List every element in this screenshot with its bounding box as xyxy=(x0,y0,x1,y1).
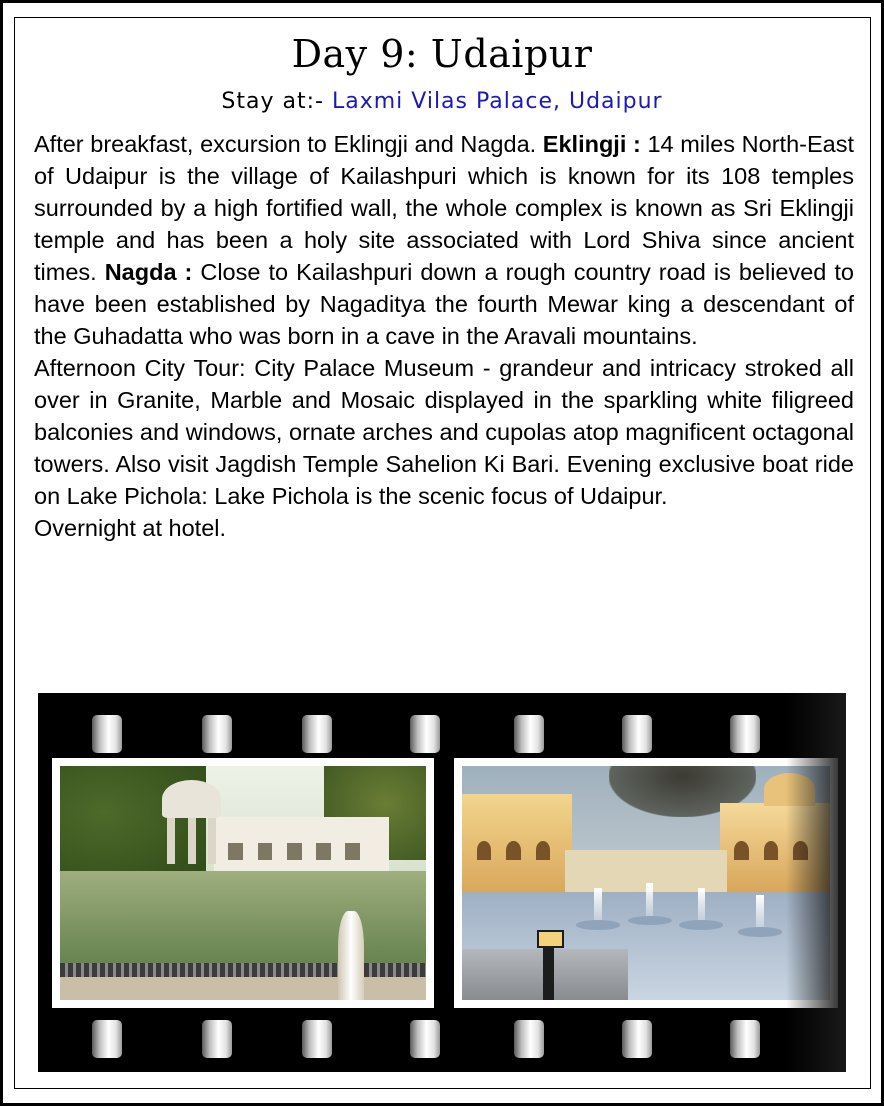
filmstrip xyxy=(38,693,846,1072)
stay-label: Stay at:- xyxy=(221,89,332,114)
sprocket-hole xyxy=(514,715,544,753)
sprocket-hole xyxy=(514,1020,544,1058)
city-tour-paragraph: Afternoon City Tour: City Palace Museum - grandeur and intricacy stroked all over in Granite, Marble and Mosaic displayed in the sparkling white filigreed balconies and windows, ornate arches and cupolas atop magnificent octagonal towers. Also visit Jagdish Temple Sahelion Ki Bari. Evening exclusive boat ride on Lake Pichola: Lake Pichola is the scenic focus of Udaipur. xyxy=(34,355,854,509)
page-title: Day 9: Udaipur xyxy=(291,32,593,76)
garden-fountain-photo xyxy=(60,766,426,1000)
sprocket-hole xyxy=(302,1020,332,1058)
eklingji-label: Eklingji : xyxy=(542,131,641,157)
nagda-description: Close to Kailashpuri down a rough country road is believed to have been established by Nagaditya the fourth Mewar king a descendant of the Guhadatta who was born in a cave in the Aravali mountains. xyxy=(34,259,854,349)
overnight-paragraph: Overnight at hotel. xyxy=(34,515,227,541)
sprocket-hole xyxy=(92,715,122,753)
palace-fountains-photo xyxy=(462,766,830,1000)
sprocket-hole xyxy=(302,715,332,753)
sprocket-hole xyxy=(622,1020,652,1058)
hotel-name: Laxmi Vilas Palace, Udaipur xyxy=(331,89,663,114)
sprocket-hole xyxy=(730,1020,760,1058)
excursion-intro: After breakfast, excursion to Eklingji and Nagda. xyxy=(34,131,543,157)
photo-frame-left xyxy=(52,758,434,1008)
eklingji-description: 14 miles North-East of Udaipur is the village of Kailashpuri which is known for its 108 temples surrounded by a high fortified wall, the whole complex is known as Sri Eklingji temple and has been a holy site associated with Lord Shiva since ancient times. xyxy=(34,131,854,285)
excursion-paragraph xyxy=(34,128,854,352)
sprocket-hole xyxy=(202,1020,232,1058)
sprocket-hole xyxy=(410,1020,440,1058)
sprocket-hole xyxy=(730,715,760,753)
sprocket-hole xyxy=(410,715,440,753)
photo-frame-right xyxy=(454,758,838,1008)
nagda-label: Nagda : xyxy=(104,259,193,285)
sprocket-hole xyxy=(92,1020,122,1058)
sprocket-hole xyxy=(202,715,232,753)
stay-line xyxy=(0,89,884,114)
sprocket-hole xyxy=(622,715,652,753)
itinerary-text xyxy=(34,128,854,544)
